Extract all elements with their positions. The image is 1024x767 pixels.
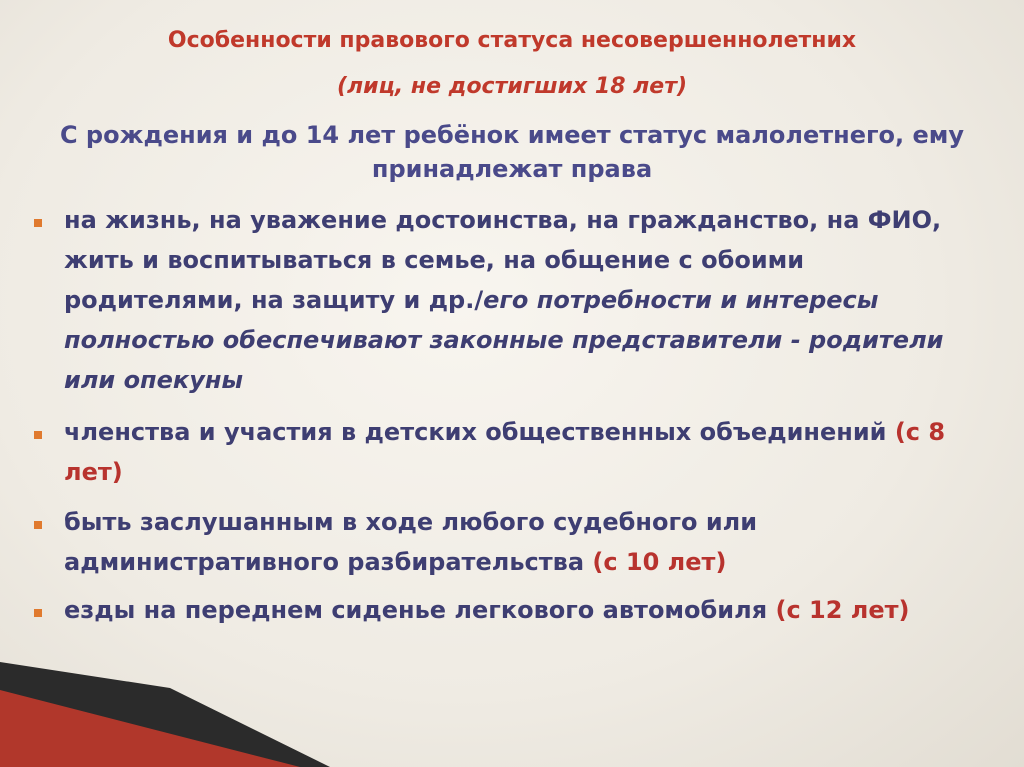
list-item-text xyxy=(64,590,984,630)
age-label: (с 12 лет) xyxy=(775,596,910,624)
list-item-main: езды на переднем сиденье легкового автомобиля xyxy=(64,596,776,624)
bullet-icon xyxy=(34,521,42,529)
decorative-corner-shading xyxy=(0,662,1024,767)
list-item-main: быть заслушанным в ходе любого судебного или административного разбирательства xyxy=(64,508,758,576)
list-item-text xyxy=(64,200,984,400)
bullet-icon xyxy=(34,609,42,617)
bullet-icon xyxy=(34,431,42,439)
intro-text: С рождения и до 14 лет ребёнок имеет статус малолетнего, ему принадлежат права xyxy=(59,121,965,183)
slide-subtitle: (лиц, не достигших 18 лет) xyxy=(336,74,687,99)
slide-title: Особенности правового статуса несовершеннолетних xyxy=(167,28,857,53)
list-item-text xyxy=(64,502,984,582)
list-item-main: на жизнь, на уважение достоинства, на гражданство, на ФИО, жить и воспитываться в семье, на общение с обоими родителями, на защиту и др./ xyxy=(64,206,942,314)
age-label: (с 10 лет) xyxy=(592,548,727,576)
bullet-icon xyxy=(34,219,42,227)
list-item-main: членства и участия в детских общественных объединений xyxy=(64,418,895,446)
age-label: (с 8 лет) xyxy=(64,418,946,486)
list-item-italic: его потребности и интересы полностью обеспечивают законные представители - родители или опекуны xyxy=(64,286,944,394)
list-item-text xyxy=(64,412,984,492)
